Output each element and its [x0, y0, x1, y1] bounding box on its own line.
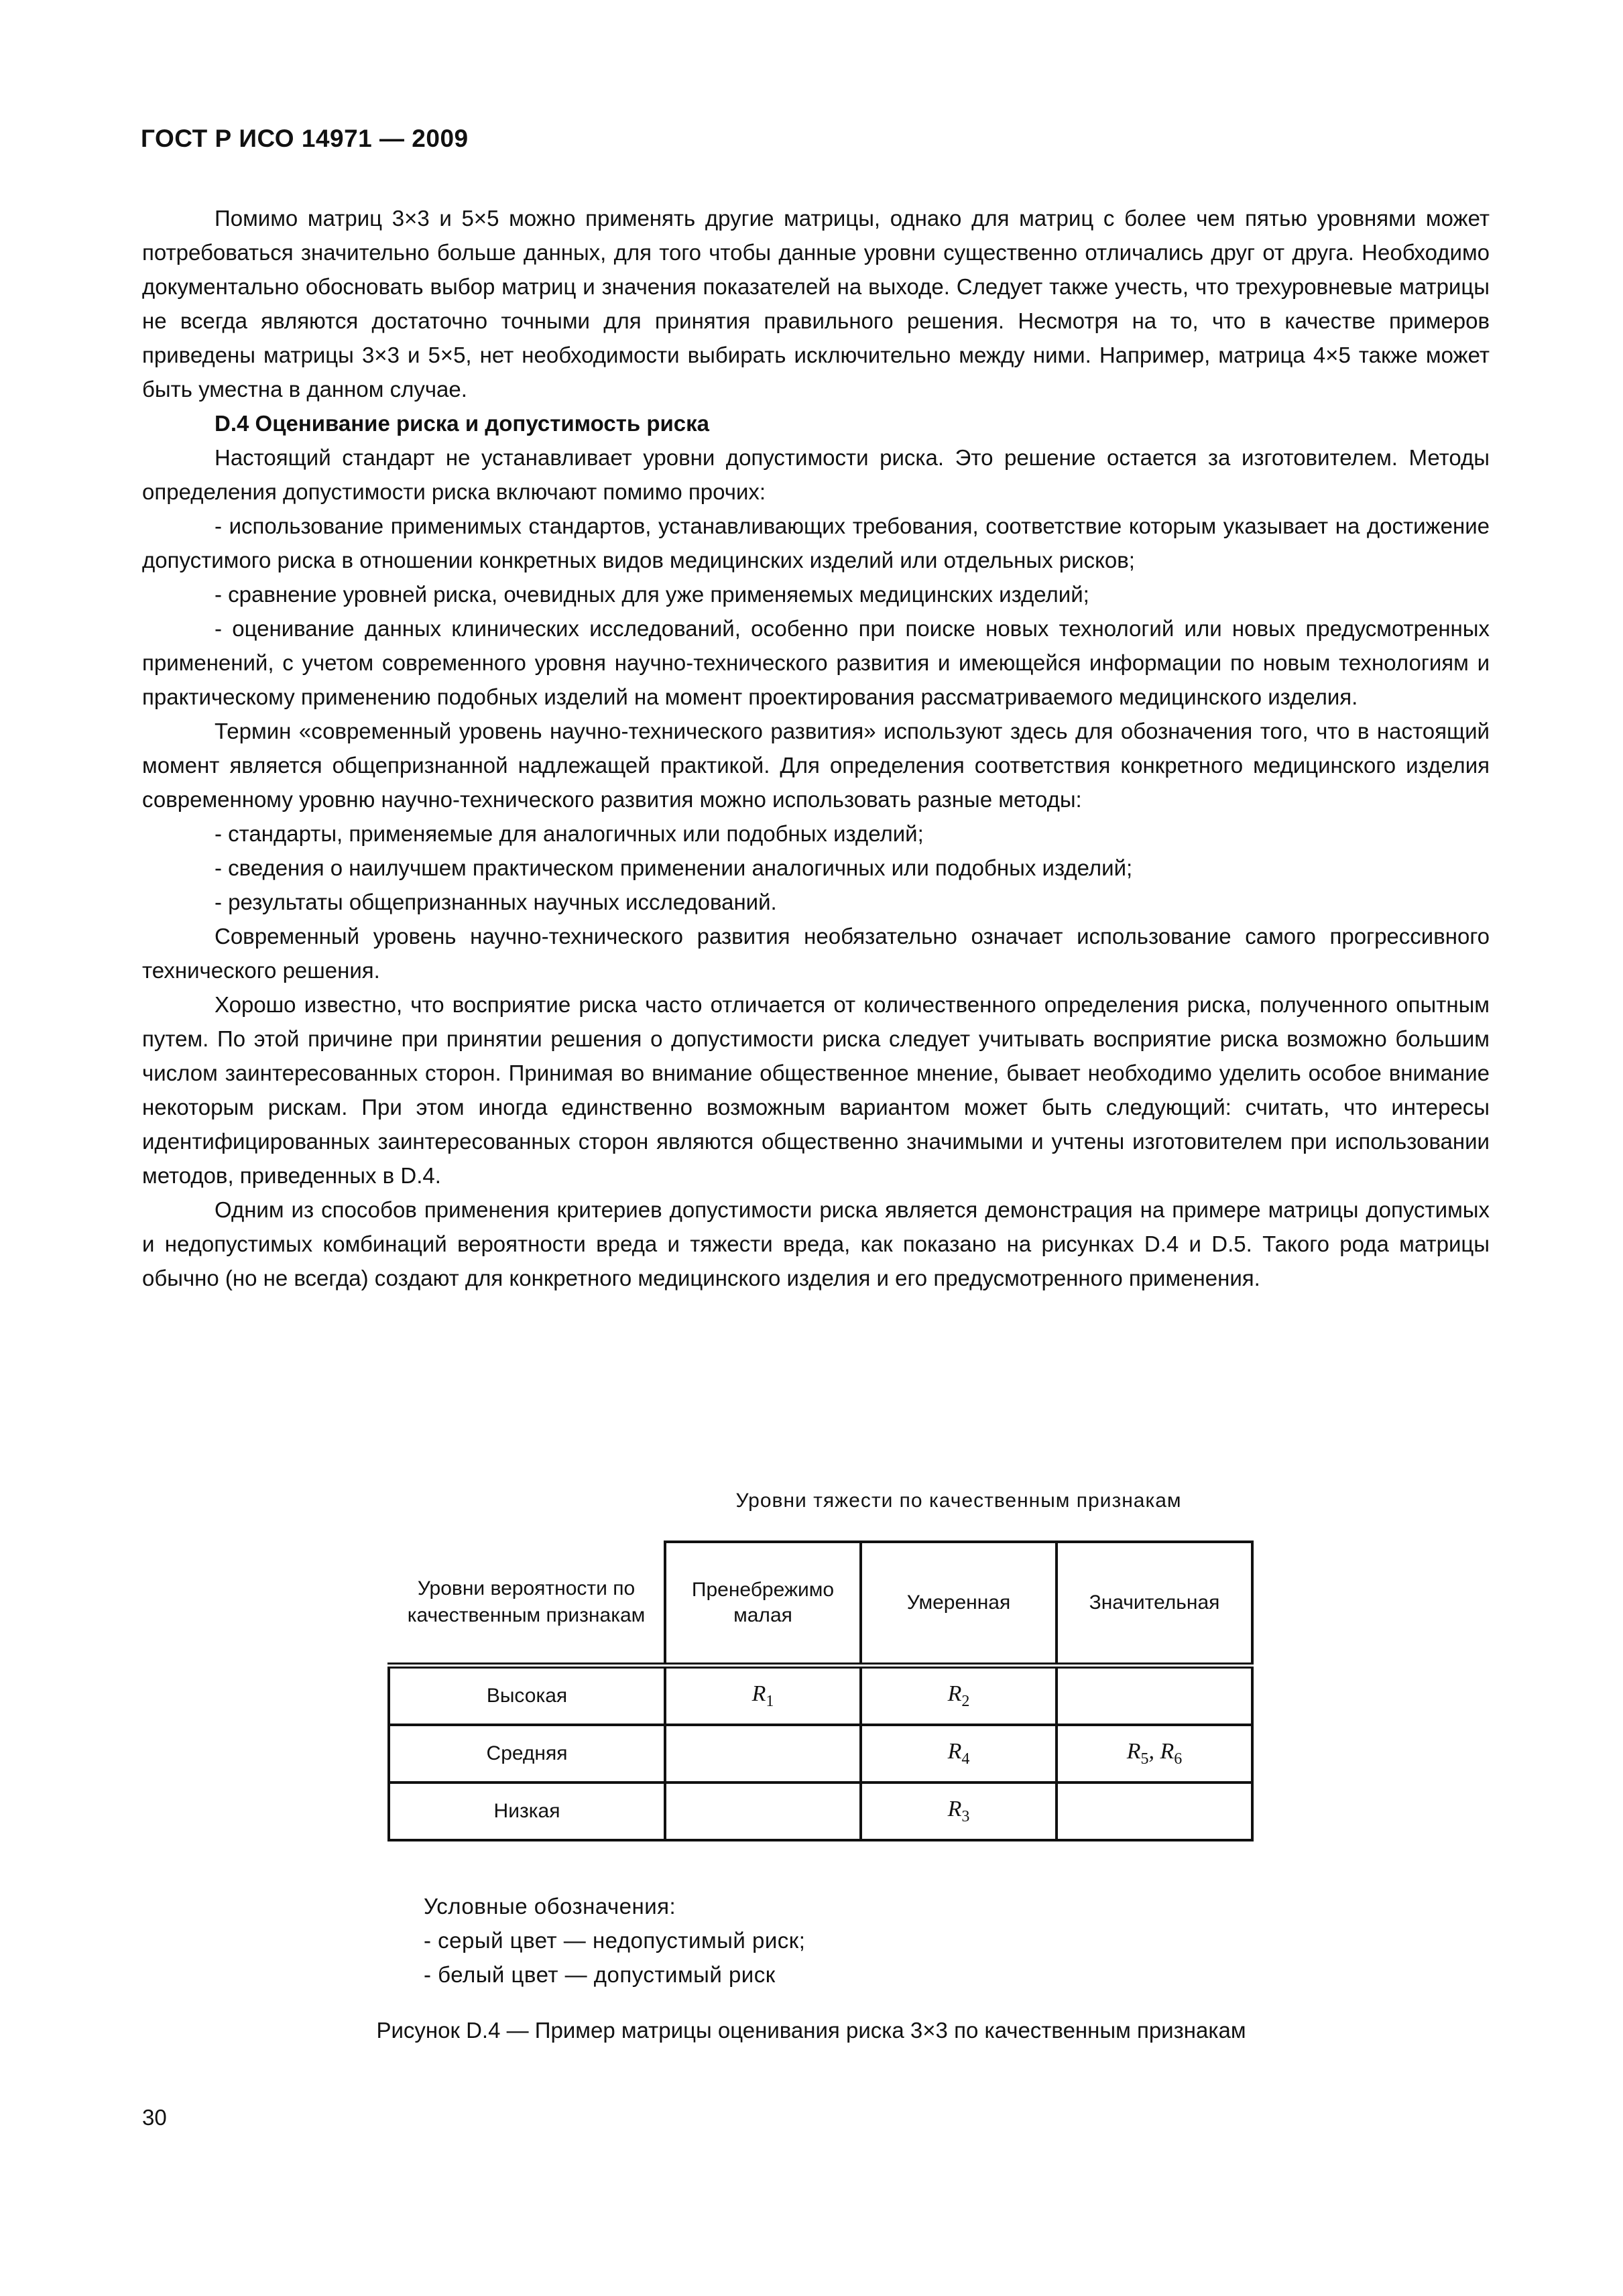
figure-caption: Рисунок D.4 — Пример матрицы оценивания риска 3×3 по качественным признакам	[376, 2018, 1246, 2043]
matrix-row	[389, 1725, 1252, 1783]
risk-matrix-table	[387, 1540, 1254, 1841]
legend-item: - белый цвет — допустимый риск	[424, 1962, 776, 1987]
risk-label: $R_5$	[1126, 1739, 1149, 1768]
paragraph: Настоящий стандарт не устанавливает уровни допустимости риска. Это решение остается за изготовителем. Методы определения допустимости риска включают помимо прочих:	[142, 445, 1490, 504]
risk-label: $R_6$	[1160, 1739, 1183, 1768]
risk-label: $R_1$	[752, 1681, 774, 1710]
severity-header-negligible: Пренебрежимо малая	[665, 1542, 861, 1666]
severity-header-moderate: Умеренная	[861, 1542, 1057, 1666]
severity-axis-caption: Уровни тяжести по качественным признакам	[735, 1490, 1182, 1512]
probability-axis-label: Уровни вероятности по качественным признакам	[407, 1577, 646, 1626]
legend-title: Условные обозначения:	[424, 1894, 676, 1919]
matrix-cell	[665, 1666, 861, 1726]
probability-level-label: Высокая	[389, 1666, 665, 1726]
matrix-row	[389, 1783, 1252, 1840]
list-item: - стандарты, применяемые для аналогичных или подобных изделий;	[215, 821, 924, 846]
body-text	[142, 201, 1490, 1295]
risk-label: $R_4$	[947, 1739, 970, 1768]
matrix-cell	[861, 1783, 1057, 1840]
matrix-cell	[861, 1666, 1057, 1726]
risk-label: $R_2$	[947, 1681, 970, 1710]
matrix-cell	[1057, 1666, 1252, 1726]
paragraph: Хорошо известно, что восприятие риска часто отличается от количественного определения риска, полученного опытным путем. По этой причине при принятии решения о допустимости риска следует учитывать восприятие риска возможно большим числом заинтересованных сторон. Принимая во внимание общественное мнение, бывает необходимо уделить особое внимание некоторым рискам. При этом иногда единственно возможным вариантом может быть следующий: считать, что интересы идентифицированных заинтересованных сторон являются общественно значимыми и учтены изготовителем при использовании методов, приведенных в D.4.	[142, 992, 1490, 1188]
page-number: 30	[142, 2105, 167, 2130]
paragraph: Термин «современный уровень научно-технического развития» используют здесь для обозначения того, что в настоящий момент является общепризнанной надлежащей практикой. Для определения соответствия конкретного медицинского изделия современному уровню научно-технического развития можно использовать разные методы:	[142, 719, 1490, 812]
risk-label: $R_3$	[947, 1797, 970, 1825]
severity-header-significant: Значительная	[1057, 1542, 1252, 1666]
section-heading: D.4 Оценивание риска и допустимость риска	[215, 411, 709, 436]
matrix-cell	[1057, 1783, 1252, 1840]
paragraph: Помимо матриц 3×3 и 5×5 можно применять другие матрицы, однако для матриц с более чем пятью уровнями может потребоваться значительно больше данных, для того чтобы данные уровни существенно отличались друг от друга. Необходимо документально обосновать выбор матриц и значения показателей на выходе. Следует также учесть, что трехуровневые матрицы не всегда являются достаточно точными для принятия правильного решения. Несмотря на то, что в качестве примеров приведены матрицы 3×3 и 5×5, нет необходимости выбирать исключительно между ними. Например, матрица 4×5 также может быть уместна в данном случае.	[142, 206, 1490, 402]
matrix-cell: $R_5$, $R_6$	[1057, 1725, 1252, 1783]
list-item: - использование применимых стандартов, устанавливающих требования, соответствие которым указывает на достижение допустимого риска в отношении конкретных видов медицинских изделий или отдельных рисков;	[142, 513, 1490, 572]
paragraph: Одним из способов применения критериев допустимости риска является демонстрация на примере матрицы допустимых и недопустимых комбинаций вероятности вреда и тяжести вреда, как показано на рисунках D.4 и D.5. Такого рода матрицы обычно (но не всегда) создают для конкретного медицинского изделия и его предусмотренного применения.	[142, 1197, 1490, 1290]
list-item: - сведения о наилучшем практическом применении аналогичных или подобных изделий;	[215, 855, 1133, 880]
probability-level-label: Низкая	[389, 1783, 665, 1840]
legend-item: - серый цвет — недопустимый риск;	[424, 1928, 806, 1953]
matrix-cell	[861, 1725, 1057, 1783]
matrix-header-row	[389, 1542, 1252, 1666]
paragraph: Современный уровень научно-технического развития необязательно означает использование самого прогрессивного технического решения.	[142, 924, 1490, 983]
list-item: - оценивание данных клинических исследований, особенно при поиске новых технологий или новых предусмотренных применений, с учетом современного уровня научно-технического развития и имеющейся информации по новым технологиям и практическому применению подобных изделий на момент проектирования рассматриваемого медицинского изделия.	[142, 616, 1490, 709]
probability-level-label: Средняя	[389, 1725, 665, 1783]
list-item: - результаты общепризнанных научных исследований.	[215, 890, 777, 914]
document-header: ГОСТ Р ИСО 14971 — 2009	[141, 125, 469, 152]
matrix-cell	[665, 1725, 861, 1783]
matrix-cell	[665, 1783, 861, 1840]
list-item: - сравнение уровней риска, очевидных для уже применяемых медицинских изделий;	[215, 582, 1089, 607]
matrix-row	[389, 1666, 1252, 1726]
legend	[424, 1889, 805, 1992]
